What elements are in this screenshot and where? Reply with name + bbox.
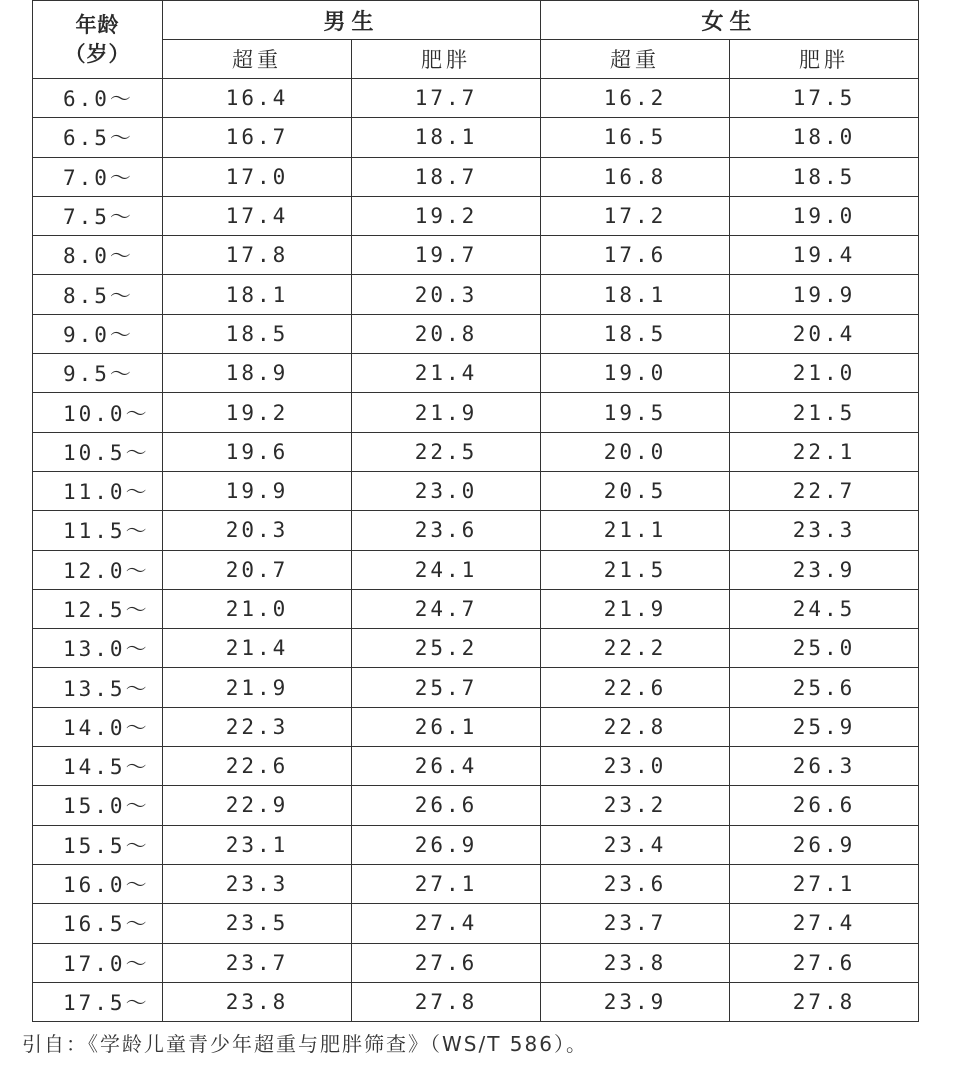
boys-obese-cell: 23.0 (352, 471, 541, 510)
table-row (33, 707, 919, 746)
bmi-screening-table (32, 0, 919, 1022)
source-footnote: 引自：《学龄儿童青少年超重与肥胖筛查》（WS/T 586）。 (22, 1032, 588, 1056)
age-cell: 13.0～ (33, 629, 163, 668)
age-cell: 7.5～ (33, 196, 163, 235)
boys-overweight-cell: 19.2 (163, 393, 352, 432)
boys-overweight-cell: 23.8 (163, 982, 352, 1021)
boys-overweight-cell: 16.4 (163, 79, 352, 118)
girls-overweight-cell: 22.6 (541, 668, 730, 707)
table-row (33, 982, 919, 1021)
table-row (33, 864, 919, 903)
boys-obese-cell: 26.4 (352, 747, 541, 786)
table-row (33, 471, 919, 510)
girls-obese-cell: 23.3 (730, 511, 919, 550)
age-cell: 11.0～ (33, 471, 163, 510)
girls-group-header: 女生 (541, 1, 919, 40)
age-cell: 8.5～ (33, 275, 163, 314)
age-cell: 11.5～ (33, 511, 163, 550)
boys-overweight-cell: 19.6 (163, 432, 352, 471)
girls-obese-cell: 25.0 (730, 629, 919, 668)
boys-obese-cell: 18.1 (352, 118, 541, 157)
girls-obese-cell: 27.4 (730, 904, 919, 943)
boys-overweight-cell: 17.8 (163, 236, 352, 275)
girls-overweight-cell: 23.4 (541, 825, 730, 864)
girls-overweight-cell: 23.6 (541, 864, 730, 903)
age-cell: 10.0～ (33, 393, 163, 432)
boys-overweight-cell: 23.7 (163, 943, 352, 982)
boys-overweight-cell: 22.3 (163, 707, 352, 746)
boys-overweight-cell: 18.5 (163, 314, 352, 353)
table-row (33, 354, 919, 393)
boys-overweight-cell: 21.4 (163, 629, 352, 668)
boys-obese-cell: 20.3 (352, 275, 541, 314)
boys-overweight-cell: 23.3 (163, 864, 352, 903)
boys-obese-cell: 22.5 (352, 432, 541, 471)
boys-obese-cell: 27.4 (352, 904, 541, 943)
table-row (33, 629, 919, 668)
boys-obese-cell: 25.2 (352, 629, 541, 668)
girls-obese-header: 肥胖 (730, 40, 919, 79)
girls-obese-cell: 27.1 (730, 864, 919, 903)
girls-overweight-cell: 23.9 (541, 982, 730, 1021)
boys-obese-cell: 20.8 (352, 314, 541, 353)
girls-overweight-cell: 23.2 (541, 786, 730, 825)
boys-overweight-cell: 17.0 (163, 157, 352, 196)
girls-overweight-cell: 18.5 (541, 314, 730, 353)
girls-overweight-cell: 16.2 (541, 79, 730, 118)
girls-obese-cell: 26.6 (730, 786, 919, 825)
boys-obese-cell: 18.7 (352, 157, 541, 196)
table-row (33, 904, 919, 943)
girls-obese-cell: 17.5 (730, 79, 919, 118)
boys-obese-cell: 21.4 (352, 354, 541, 393)
age-cell: 16.5～ (33, 904, 163, 943)
girls-overweight-cell: 22.8 (541, 707, 730, 746)
table-row (33, 589, 919, 628)
table-row (33, 79, 919, 118)
boys-obese-cell: 17.7 (352, 79, 541, 118)
girls-overweight-cell: 20.0 (541, 432, 730, 471)
girls-obese-cell: 22.7 (730, 471, 919, 510)
table-row (33, 432, 919, 471)
girls-overweight-cell: 23.7 (541, 904, 730, 943)
age-cell: 15.5～ (33, 825, 163, 864)
girls-overweight-cell: 22.2 (541, 629, 730, 668)
boys-overweight-cell: 18.1 (163, 275, 352, 314)
age-cell: 7.0～ (33, 157, 163, 196)
table-row (33, 314, 919, 353)
boys-obese-cell: 27.1 (352, 864, 541, 903)
girls-obese-cell: 21.5 (730, 393, 919, 432)
girls-obese-cell: 20.4 (730, 314, 919, 353)
age-cell: 13.5～ (33, 668, 163, 707)
age-header-line1: 年龄 (75, 13, 120, 38)
girls-overweight-cell: 21.1 (541, 511, 730, 550)
age-cell: 16.0～ (33, 864, 163, 903)
girls-overweight-cell: 18.1 (541, 275, 730, 314)
girls-overweight-cell: 23.8 (541, 943, 730, 982)
girls-obese-cell: 25.6 (730, 668, 919, 707)
boys-group-header: 男生 (163, 1, 541, 40)
age-cell: 6.5～ (33, 118, 163, 157)
table-row (33, 550, 919, 589)
boys-obese-cell: 27.6 (352, 943, 541, 982)
age-cell: 12.5～ (33, 589, 163, 628)
girls-overweight-cell: 16.8 (541, 157, 730, 196)
girls-overweight-cell: 17.2 (541, 196, 730, 235)
table-row (33, 393, 919, 432)
boys-overweight-cell: 20.7 (163, 550, 352, 589)
girls-obese-cell: 19.9 (730, 275, 919, 314)
age-cell: 6.0～ (33, 79, 163, 118)
table-row (33, 786, 919, 825)
girls-overweight-cell: 21.5 (541, 550, 730, 589)
boys-overweight-cell: 21.9 (163, 668, 352, 707)
girls-obese-cell: 26.3 (730, 747, 919, 786)
table-row (33, 157, 919, 196)
girls-obese-cell: 18.5 (730, 157, 919, 196)
girls-obese-cell: 24.5 (730, 589, 919, 628)
boys-overweight-cell: 21.0 (163, 589, 352, 628)
age-cell: 17.0～ (33, 943, 163, 982)
bmi-table-container (32, 0, 918, 1022)
age-cell: 17.5～ (33, 982, 163, 1021)
boys-overweight-header: 超重 (163, 40, 352, 79)
age-cell: 9.5～ (33, 354, 163, 393)
boys-overweight-cell: 17.4 (163, 196, 352, 235)
girls-overweight-cell: 20.5 (541, 471, 730, 510)
boys-overweight-cell: 19.9 (163, 471, 352, 510)
girls-overweight-cell: 19.5 (541, 393, 730, 432)
age-cell: 9.0～ (33, 314, 163, 353)
girls-overweight-cell: 17.6 (541, 236, 730, 275)
boys-overweight-cell: 23.5 (163, 904, 352, 943)
girls-obese-cell: 19.4 (730, 236, 919, 275)
table-row (33, 511, 919, 550)
boys-obese-cell: 19.2 (352, 196, 541, 235)
boys-obese-cell: 27.8 (352, 982, 541, 1021)
table-body (33, 79, 919, 1022)
boys-obese-header: 肥胖 (352, 40, 541, 79)
boys-overweight-cell: 23.1 (163, 825, 352, 864)
boys-overweight-cell: 20.3 (163, 511, 352, 550)
table-row (33, 236, 919, 275)
boys-obese-cell: 19.7 (352, 236, 541, 275)
age-cell: 10.5～ (33, 432, 163, 471)
girls-overweight-cell: 23.0 (541, 747, 730, 786)
girls-obese-cell: 23.9 (730, 550, 919, 589)
boys-overweight-cell: 18.9 (163, 354, 352, 393)
girls-obese-cell: 26.9 (730, 825, 919, 864)
age-cell: 15.0～ (33, 786, 163, 825)
girls-overweight-cell: 21.9 (541, 589, 730, 628)
age-cell: 12.0～ (33, 550, 163, 589)
table-row (33, 668, 919, 707)
girls-overweight-header: 超重 (541, 40, 730, 79)
boys-obese-cell: 21.9 (352, 393, 541, 432)
girls-obese-cell: 25.9 (730, 707, 919, 746)
girls-overweight-cell: 16.5 (541, 118, 730, 157)
age-cell: 8.0～ (33, 236, 163, 275)
boys-obese-cell: 25.7 (352, 668, 541, 707)
boys-obese-cell: 26.1 (352, 707, 541, 746)
girls-obese-cell: 19.0 (730, 196, 919, 235)
table-row (33, 943, 919, 982)
boys-overweight-cell: 16.7 (163, 118, 352, 157)
table-row (33, 118, 919, 157)
boys-obese-cell: 26.6 (352, 786, 541, 825)
table-row (33, 747, 919, 786)
boys-obese-cell: 24.7 (352, 589, 541, 628)
age-cell: 14.5～ (33, 747, 163, 786)
table-row (33, 825, 919, 864)
age-cell: 14.0～ (33, 707, 163, 746)
table-row (33, 275, 919, 314)
table-row (33, 196, 919, 235)
girls-obese-cell: 18.0 (730, 118, 919, 157)
girls-obese-cell: 27.8 (730, 982, 919, 1021)
boys-obese-cell: 24.1 (352, 550, 541, 589)
girls-obese-cell: 27.6 (730, 943, 919, 982)
boys-overweight-cell: 22.9 (163, 786, 352, 825)
girls-overweight-cell: 19.0 (541, 354, 730, 393)
header-row-groups (33, 1, 919, 40)
header-row-subcolumns (33, 40, 919, 79)
age-column-header (33, 1, 163, 79)
girls-obese-cell: 22.1 (730, 432, 919, 471)
boys-obese-cell: 26.9 (352, 825, 541, 864)
age-header-line2: （岁） (64, 41, 131, 66)
girls-obese-cell: 21.0 (730, 354, 919, 393)
boys-overweight-cell: 22.6 (163, 747, 352, 786)
boys-obese-cell: 23.6 (352, 511, 541, 550)
